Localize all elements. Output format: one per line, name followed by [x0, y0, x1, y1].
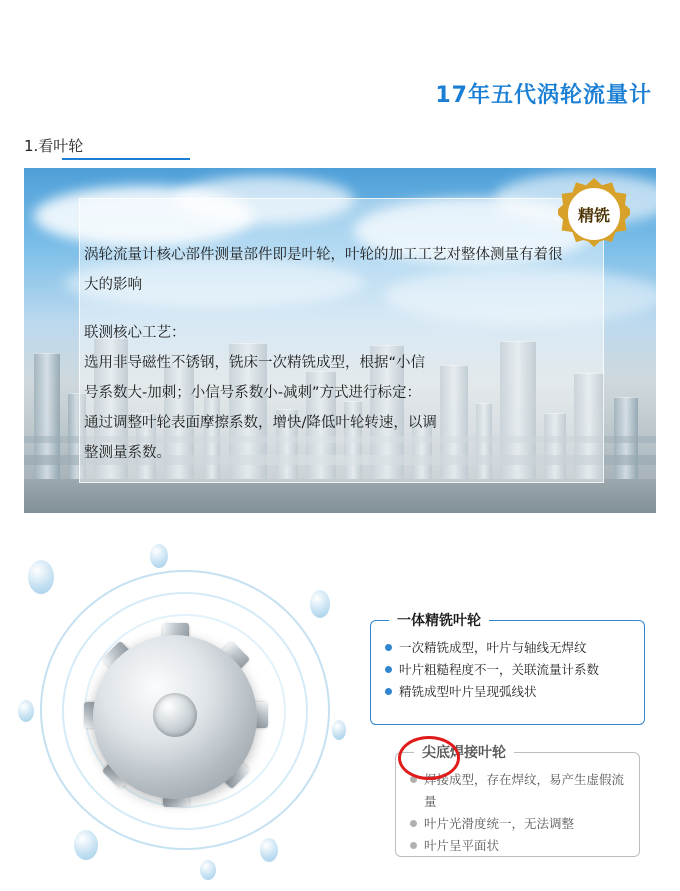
- welded-impeller-title: 尖底焊接叶轮: [414, 742, 514, 762]
- precision-milling-seal-icon: [558, 178, 630, 250]
- milled-impeller-callout: [370, 613, 645, 725]
- list-item-label: 精铣成型叶片呈现弧线状: [399, 684, 537, 699]
- list-item: [385, 659, 636, 681]
- photo-paragraph-2-line-4: 整测量系数。: [84, 445, 171, 461]
- turbine-rotor-photo: [65, 605, 285, 825]
- list-item: [385, 637, 636, 659]
- list-item-label: 叶片粗糙程度不一，关联流量计系数: [399, 662, 600, 677]
- bullet-dot-icon: [385, 666, 392, 673]
- comparison-section: [0, 520, 680, 891]
- list-item: [410, 769, 631, 813]
- bullet-dot-icon: [410, 776, 417, 783]
- section-underline: [62, 158, 190, 160]
- bullet-dot-icon: [410, 820, 417, 827]
- water-splash-graphic: [10, 530, 360, 880]
- page-title: 17年五代涡轮流量计: [435, 83, 652, 108]
- bullet-dot-icon: [385, 644, 392, 651]
- list-item-label: 叶片呈平面状: [424, 838, 500, 853]
- bullet-dot-icon: [385, 688, 392, 695]
- milled-impeller-list: [385, 637, 636, 703]
- photo-paragraph-1: 涡轮流量计核心部件测量部件即是叶轮，叶轮的加工工艺对整体测量有着很大的影响: [84, 247, 563, 293]
- list-item: [410, 835, 631, 857]
- list-item-label: 叶片光滑度统一，无法调整: [424, 816, 575, 831]
- photo-paragraph-2-line-1: 选用非导磁性不锈钢，铣床一次精铣成型，根据“小信: [84, 355, 426, 371]
- list-item-label: 焊接成型，存在焊纹，易产生虚假流量: [424, 772, 625, 809]
- list-item: [410, 813, 631, 835]
- seal-label: 精铣: [566, 186, 622, 242]
- photo-paragraph-2-line-3: 通过调整叶轮表面摩擦系数，增快/降低叶轮转速，以调: [84, 415, 437, 431]
- section-heading: 1.看叶轮: [24, 137, 84, 155]
- photo-body-text: [84, 240, 564, 468]
- photo-paragraph-2-line-2: 号系数大-加刺；小信号系数小-减刺”方式进行标定：: [84, 385, 421, 401]
- list-item: [385, 681, 636, 703]
- welded-impeller-list: [410, 769, 631, 857]
- milled-impeller-title: 一体精铣叶轮: [389, 610, 489, 630]
- list-item-label: 一次精铣成型，叶片与轴线无焊纹: [399, 640, 587, 655]
- welded-impeller-callout: [395, 745, 640, 857]
- photo-paragraph-2-title: 联测核心工艺：: [84, 325, 186, 341]
- bullet-dot-icon: [410, 842, 417, 849]
